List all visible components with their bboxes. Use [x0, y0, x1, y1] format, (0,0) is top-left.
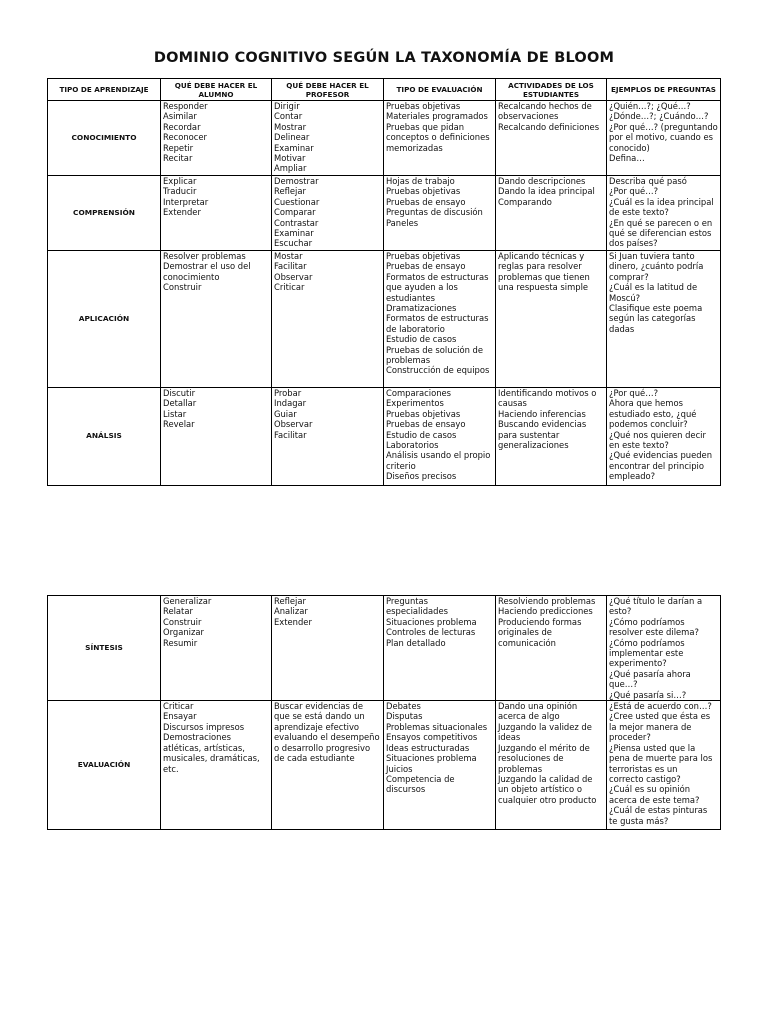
preguntas-line: ¿Cuál es su opinión — [609, 784, 691, 795]
actividades-line: ideas — [498, 732, 521, 743]
alumno-line: Relatar — [163, 606, 193, 617]
preguntas-line: Si Juan tuviera tanto — [609, 251, 695, 261]
preguntas-line: estudiado esto, ¿qué — [609, 408, 697, 419]
profesor-line: Contar — [274, 111, 303, 122]
evaluacion-line: Juicios — [386, 763, 413, 774]
alumno-line: Demostrar el uso del — [163, 261, 251, 272]
evaluacion-line: Pruebas objetivas — [386, 101, 461, 111]
alumno-cell — [161, 388, 272, 486]
evaluacion-line: Formatos de estructuras — [386, 271, 489, 282]
preguntas-line: dos países? — [609, 238, 658, 249]
actividades-line: para sustentar — [498, 429, 560, 440]
table-row — [48, 251, 721, 388]
preguntas-line: ¿Cómo podríamos — [609, 637, 685, 648]
alumno-line: musicales, dramáticas, — [163, 753, 260, 764]
preguntas-line: ¿Qué evidencias pueden — [609, 450, 713, 461]
header-tipo-aprendizaje: TIPO DE APRENDIZAJE — [48, 79, 161, 101]
evaluacion-cell — [384, 596, 496, 701]
profesor-cell — [272, 176, 384, 251]
evaluacion-line: estudiantes — [386, 292, 435, 303]
actividades-line: un objeto artístico o — [498, 784, 582, 795]
preguntas-line: ¿Por qué…? — [609, 388, 659, 398]
profesor-line: Escuchar — [274, 238, 313, 249]
preguntas-line: que…? — [609, 679, 638, 690]
actividades-line: Resolviendo problemas — [498, 596, 596, 606]
evaluacion-line: memorizadas — [386, 142, 443, 153]
alumno-cell — [161, 596, 272, 701]
preguntas-line: ¿En qué se parecen o en — [609, 217, 713, 228]
alumno-line: Generalizar — [163, 596, 212, 606]
profesor-line: aprendizaje efectivo — [274, 721, 360, 732]
evaluacion-line: especialidades — [386, 606, 448, 617]
profesor-cell — [272, 701, 384, 830]
alumno-line: Repetir — [163, 142, 194, 153]
actividades-line: comunicación — [498, 637, 556, 648]
profesor-line: Delinear — [274, 132, 310, 143]
learning-type-cell: EVALUACIÓN — [48, 701, 161, 830]
preguntas-line: terroristas es un — [609, 763, 678, 774]
actividades-cell — [496, 596, 607, 701]
preguntas-line: ¿Cómo podríamos — [609, 616, 685, 627]
actividades-line: una respuesta simple — [498, 282, 589, 293]
profesor-cell — [272, 388, 384, 486]
actividades-line: acerca de algo — [498, 711, 560, 722]
evaluacion-line: Competencia de — [386, 773, 455, 784]
preguntas-line: Clasifique este poema — [609, 303, 703, 314]
preguntas-line: experimento? — [609, 658, 667, 669]
actividades-cell — [496, 251, 607, 388]
preguntas-line: encontrar del principio — [609, 460, 705, 471]
evaluacion-line: Hojas de trabajo — [386, 176, 455, 186]
preguntas-line: ¿Qué nos quieren decir — [609, 429, 706, 440]
alumno-line: Organizar — [163, 627, 204, 638]
evaluacion-line: Formatos de estructuras — [386, 313, 489, 324]
profesor-line: Observar — [274, 419, 313, 430]
evaluacion-line: Dramatizaciones — [386, 303, 457, 314]
profesor-cell — [272, 101, 384, 176]
evaluacion-line: discursos — [386, 784, 426, 795]
profesor-line: Criticar — [274, 282, 305, 293]
preguntas-line: por el motivo, cuando es — [609, 132, 713, 143]
alumno-line: Recordar — [163, 121, 201, 132]
preguntas-line: proceder? — [609, 732, 651, 743]
actividades-cell — [496, 701, 607, 830]
evaluacion-line: Pruebas de ensayo — [386, 196, 466, 207]
evaluacion-line: Situaciones problema — [386, 616, 477, 627]
preguntas-line: qué se diferencian estos — [609, 228, 712, 239]
profesor-line: Demostrar — [274, 176, 319, 186]
profesor-cell — [272, 596, 384, 701]
evaluacion-line: Paneles — [386, 217, 419, 228]
preguntas-line: ¿Qué pasaría ahora — [609, 668, 691, 679]
evaluacion-line: Materiales programados — [386, 111, 488, 122]
evaluacion-line: Pruebas objetivas — [386, 251, 461, 261]
evaluacion-line: Disputas — [386, 711, 423, 722]
preguntas-line: ¿Piensa usted que la — [609, 742, 696, 753]
alumno-line: conocimiento — [163, 271, 220, 282]
preguntas-line: resolver este dilema? — [609, 627, 699, 638]
alumno-line: Recitar — [163, 153, 193, 164]
evaluacion-line: Construcción de equipos — [386, 365, 490, 376]
actividades-line: Haciendo predicciones — [498, 606, 593, 617]
evaluacion-cell — [384, 176, 496, 251]
alumno-line: Traducir — [163, 186, 197, 197]
evaluacion-line: Estudio de casos — [386, 429, 457, 440]
alumno-cell — [161, 701, 272, 830]
profesor-cell — [272, 251, 384, 388]
profesor-line: Buscar evidencias de — [274, 701, 364, 712]
profesor-line: que se está dando un — [274, 711, 365, 722]
profesor-line: Dirigir — [274, 101, 300, 111]
actividades-line: observaciones — [498, 111, 559, 122]
learning-type-cell: COMPRENSIÓN — [48, 176, 161, 251]
profesor-line: Guiar — [274, 408, 297, 419]
preguntas-line: podemos concluir? — [609, 419, 688, 430]
profesor-line: Reflejar — [274, 596, 306, 606]
header-tipo-evaluacion: TIPO DE EVALUACIÓN — [384, 79, 496, 101]
learning-type-cell: ANÁLSIS — [48, 388, 161, 486]
profesor-line: o desarrollo progresivo — [274, 742, 371, 753]
preguntas-line: Defina… — [609, 153, 645, 164]
evaluacion-line: Preguntas — [386, 596, 429, 606]
profesor-line: Extender — [274, 616, 312, 627]
actividades-line: Dando una opinión — [498, 701, 578, 712]
actividades-line: Aplicando técnicas y — [498, 251, 585, 261]
preguntas-line: ¿Cuál es la idea principal — [609, 196, 714, 207]
evaluacion-cell — [384, 251, 496, 388]
evaluacion-line: Pruebas de ensayo — [386, 261, 466, 272]
alumno-line: Discursos impresos — [163, 721, 245, 732]
alumno-line: Demostraciones — [163, 732, 231, 743]
header-row — [48, 79, 721, 101]
actividades-cell — [496, 101, 607, 176]
preguntas-line: en este texto? — [609, 440, 669, 451]
actividades-line: Produciendo formas — [498, 616, 582, 627]
alumno-line: Listar — [163, 408, 187, 419]
actividades-line: cualquier otro producto — [498, 794, 597, 805]
preguntas-line: de este texto? — [609, 207, 669, 218]
profesor-line: Ampliar — [274, 163, 307, 174]
evaluacion-line: Análisis usando el propio — [386, 450, 491, 461]
alumno-line: Criticar — [163, 701, 194, 712]
evaluacion-line: Pruebas objetivas — [386, 186, 461, 197]
actividades-line: originales de — [498, 627, 552, 638]
preguntas-line: acerca de este tema? — [609, 794, 700, 805]
preguntas-line: correcto castigo? — [609, 773, 681, 784]
evaluacion-line: Problemas situacionales — [386, 721, 488, 732]
table-row — [48, 701, 721, 830]
bloom-table-part2 — [47, 595, 721, 830]
preguntas-line: ¿Qué pasaría si…? — [609, 689, 687, 700]
evaluacion-line: Diseños precisos — [386, 471, 457, 482]
alumno-line: atléticas, artísticas, — [163, 742, 245, 753]
profesor-line: Facilitar — [274, 429, 307, 440]
evaluacion-line: Pruebas de solución de — [386, 344, 484, 355]
profesor-line: Examinar — [274, 228, 314, 239]
header-actividades: ACTIVIDADES DE LOS ESTUDIANTES — [496, 79, 607, 101]
preguntas-line: dadas — [609, 323, 635, 334]
alumno-line: Discutir — [163, 388, 196, 398]
profesor-line: Mostar — [274, 251, 303, 261]
profesor-line: Contrastar — [274, 217, 319, 228]
alumno-line: Asimilar — [163, 111, 197, 122]
actividades-line: Comparando — [498, 196, 552, 207]
actividades-line: Juzgando la calidad de — [498, 773, 593, 784]
profesor-line: Cuestionar — [274, 196, 320, 207]
preguntas-line: ¿Qué título le darían a — [609, 596, 703, 606]
evaluacion-line: Plan detallado — [386, 637, 446, 648]
preguntas-line: conocido) — [609, 142, 650, 153]
evaluacion-line: Preguntas de discusión — [386, 207, 483, 218]
preguntas-line: dinero, ¿cuánto podría — [609, 261, 704, 272]
alumno-line: Construir — [163, 616, 202, 627]
actividades-line: Juzgando la validez de — [498, 721, 592, 732]
learning-type-cell: CONOCIMIENTO — [48, 101, 161, 176]
preguntas-line: ¿Cree usted que ésta es — [609, 711, 711, 722]
profesor-line: Motivar — [274, 153, 306, 164]
actividades-line: problemas — [498, 763, 543, 774]
evaluacion-line: Pruebas que pidan — [386, 121, 465, 132]
table-row — [48, 176, 721, 251]
preguntas-line: pena de muerte para los — [609, 753, 713, 764]
evaluacion-cell — [384, 388, 496, 486]
evaluacion-line: problemas — [386, 355, 431, 366]
actividades-line: Recalcando hechos de — [498, 101, 592, 111]
evaluacion-line: que ayuden a los — [386, 282, 458, 293]
evaluacion-line: Debates — [386, 701, 421, 712]
profesor-line: Mostrar — [274, 121, 307, 132]
profesor-line: Facilitar — [274, 261, 307, 272]
evaluacion-line: Situaciones problema — [386, 753, 477, 764]
preguntas-cell — [607, 176, 721, 251]
alumno-line: Explicar — [163, 176, 197, 186]
profesor-line: Examinar — [274, 142, 314, 153]
actividades-line: Identificando motivos o — [498, 388, 597, 398]
preguntas-line: empleado? — [609, 471, 656, 482]
alumno-line: Construir — [163, 282, 202, 293]
profesor-line: Analizar — [274, 606, 308, 617]
evaluacion-line: Ensayos competitivos — [386, 732, 478, 743]
alumno-line: Responder — [163, 101, 208, 111]
table-row — [48, 101, 721, 176]
header-alumno: QUÉ DEBE HACER EL ALUMNO — [161, 79, 272, 101]
preguntas-line: te gusta más? — [609, 815, 669, 826]
evaluacion-line: Comparaciones — [386, 388, 452, 398]
alumno-line: Ensayar — [163, 711, 197, 722]
evaluacion-line: criterio — [386, 460, 416, 471]
preguntas-line: Describa qué pasó — [609, 176, 687, 186]
alumno-line: Revelar — [163, 419, 195, 430]
actividades-line: Dando descripciones — [498, 176, 586, 186]
preguntas-line: ¿Por qué…? (preguntando — [609, 121, 718, 132]
actividades-line: causas — [498, 398, 527, 409]
alumno-line: Detallar — [163, 398, 197, 409]
actividades-line: reglas para resolver — [498, 261, 582, 272]
alumno-line: Resumir — [163, 637, 198, 648]
evaluacion-cell — [384, 101, 496, 176]
learning-type-cell: SÍNTESIS — [48, 596, 161, 701]
preguntas-line: esto? — [609, 606, 632, 617]
profesor-line: Probar — [274, 388, 302, 398]
profesor-line: Comparar — [274, 207, 316, 218]
actividades-line: Haciendo inferencias — [498, 408, 586, 419]
actividades-line: Buscando evidencias — [498, 419, 587, 430]
profesor-line: Reflejar — [274, 186, 306, 197]
actividades-cell — [496, 176, 607, 251]
actividades-line: problemas que tienen — [498, 271, 590, 282]
preguntas-line: comprar? — [609, 271, 649, 282]
evaluacion-cell — [384, 701, 496, 830]
preguntas-cell — [607, 701, 721, 830]
header-preguntas: EJEMPLOS DE PREGUNTAS — [607, 79, 721, 101]
evaluacion-line: Controles de lecturas — [386, 627, 476, 638]
profesor-line: de cada estudiante — [274, 753, 355, 764]
preguntas-line: Moscú? — [609, 292, 641, 303]
evaluacion-line: Pruebas objetivas — [386, 408, 461, 419]
preguntas-cell — [607, 101, 721, 176]
profesor-line: evaluando el desempeño — [274, 732, 380, 743]
actividades-line: generalizaciones — [498, 440, 569, 451]
alumno-cell — [161, 251, 272, 388]
header-profesor: QUÉ DEBE HACER EL PROFESOR — [272, 79, 384, 101]
alumno-line: Reconocer — [163, 132, 207, 143]
actividades-cell — [496, 388, 607, 486]
bloom-table-part1 — [47, 78, 721, 486]
preguntas-line: ¿Por qué…? — [609, 186, 659, 197]
profesor-line: Observar — [274, 271, 313, 282]
alumno-line: Resolver problemas — [163, 251, 246, 261]
preguntas-line: la mejor manera de — [609, 721, 692, 732]
alumno-cell — [161, 176, 272, 251]
evaluacion-line: Ideas estructuradas — [386, 742, 470, 753]
evaluacion-line: Experimentos — [386, 398, 444, 409]
alumno-line: etc. — [163, 763, 179, 774]
table-row — [48, 596, 721, 701]
evaluacion-line: Laboratorios — [386, 440, 439, 451]
evaluacion-line: Estudio de casos — [386, 334, 457, 345]
evaluacion-line: conceptos o definiciones — [386, 132, 490, 143]
preguntas-line: Ahora que hemos — [609, 398, 683, 409]
preguntas-cell — [607, 596, 721, 701]
preguntas-line: según las categorías — [609, 313, 696, 324]
table-row — [48, 388, 721, 486]
evaluacion-line: Pruebas de ensayo — [386, 419, 466, 430]
alumno-cell — [161, 101, 272, 176]
actividades-line: Dando la idea principal — [498, 186, 595, 197]
preguntas-line: ¿Dónde…?; ¿Cuándo…? — [609, 111, 709, 122]
profesor-line: Indagar — [274, 398, 307, 409]
alumno-line: Interpretar — [163, 196, 209, 207]
preguntas-cell — [607, 251, 721, 388]
alumno-line: Extender — [163, 207, 201, 218]
preguntas-line: ¿Está de acuerdo con…? — [609, 701, 712, 712]
actividades-line: resoluciones de — [498, 753, 564, 764]
document-title: DOMINIO COGNITIVO SEGÚN LA TAXONOMÍA DE BLOOM — [153, 50, 615, 66]
preguntas-cell — [607, 388, 721, 486]
learning-type-cell: APLICACIÓN — [48, 251, 161, 388]
preguntas-line: implementar este — [609, 648, 684, 659]
preguntas-line: ¿Cuál es la latitud de — [609, 282, 698, 293]
preguntas-line: ¿Quién…?; ¿Qué…? — [609, 101, 691, 111]
actividades-line: Juzgando el mérito de — [498, 742, 590, 753]
evaluacion-line: de laboratorio — [386, 323, 445, 334]
preguntas-line: ¿Cuál de estas pinturas — [609, 805, 708, 816]
actividades-line: Recalcando definiciones — [498, 121, 600, 132]
